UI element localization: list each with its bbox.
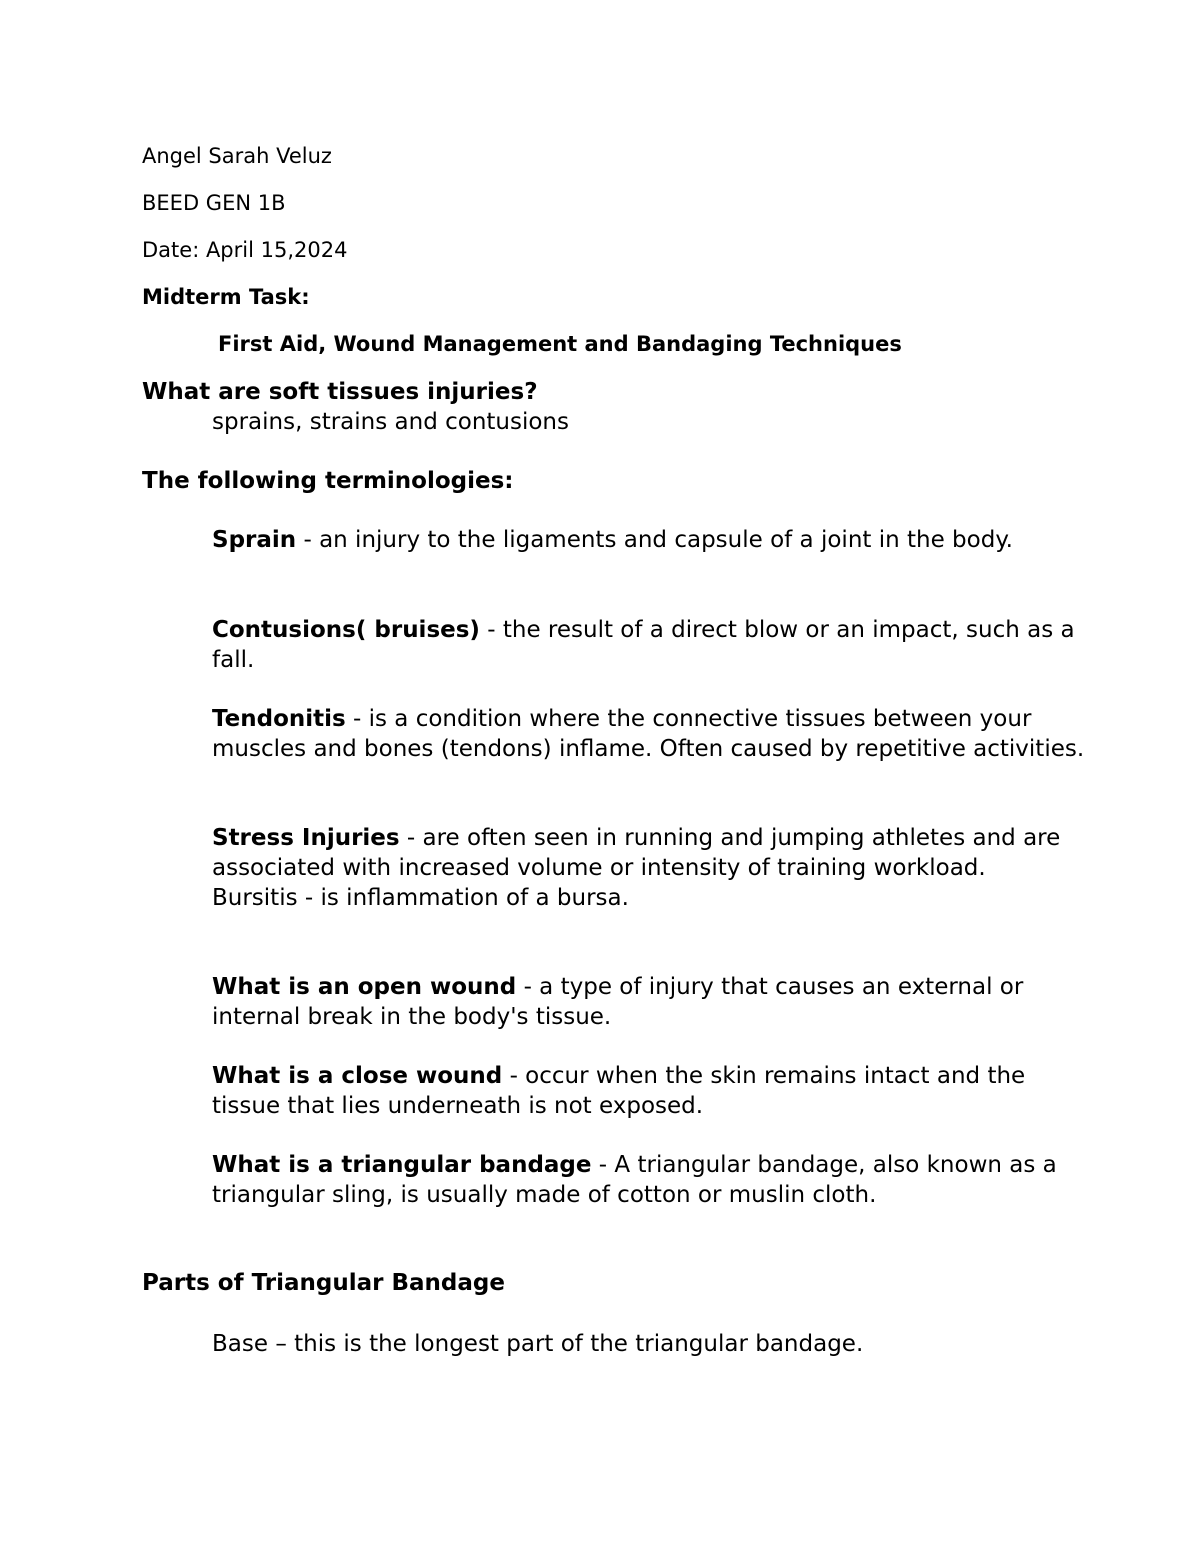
- close-wound-term: What is a close wound: [212, 1063, 503, 1089]
- student-name: Angel Sarah Veluz: [142, 144, 332, 168]
- terminologies-heading: The following terminologies:: [142, 468, 514, 494]
- tendonitis-term: Tendonitis: [212, 706, 346, 732]
- tendonitis-definition: [212, 704, 1092, 764]
- task-label: Midterm Task:: [142, 285, 310, 309]
- sprain-definition: [212, 525, 1092, 555]
- course-section: BEED GEN 1B: [142, 191, 286, 215]
- bursitis-definition: Bursitis - is inflammation of a bursa.: [212, 885, 629, 911]
- open-wound-definition: [212, 972, 1092, 1032]
- contusions-text: - the result of a direct blow or an impact, such as a fall.: [212, 617, 1075, 673]
- stress-injuries-definition: [212, 823, 1092, 913]
- document-date: Date: April 15,2024: [142, 238, 348, 262]
- base-definition: Base – this is the longest part of the triangular bandage.: [212, 1331, 864, 1357]
- close-wound-definition: [212, 1061, 1092, 1121]
- sprain-term: Sprain: [212, 527, 297, 553]
- contusions-term: Contusions( bruises): [212, 617, 480, 643]
- document-title: First Aid, Wound Management and Bandaging Techniques: [218, 332, 902, 356]
- triangular-bandage-term: What is a triangular bandage: [212, 1152, 592, 1178]
- stress-injuries-text: - are often seen in running and jumping athletes and are associated with increased volume or intensity of training workload.: [212, 825, 1061, 881]
- tendonitis-text: - is a condition where the connective tissues between your muscles and bones (tendons) inflame. Often caused by repetitive activities.: [212, 706, 1085, 762]
- open-wound-term: What is an open wound: [212, 974, 517, 1000]
- soft-tissue-question: What are soft tissues injuries?: [142, 379, 538, 405]
- triangular-bandage-definition: [212, 1150, 1092, 1210]
- close-wound-text: - occur when the skin remains intact and the tissue that lies underneath is not exposed.: [212, 1063, 1026, 1119]
- sprain-text: - an injury to the ligaments and capsule of a joint in the body.: [296, 527, 1013, 553]
- stress-injuries-term: Stress Injuries: [212, 825, 400, 851]
- triangular-bandage-text: - A triangular bandage, also known as a triangular sling, is usually made of cotton or muslin cloth.: [212, 1152, 1057, 1208]
- open-wound-text: - a type of injury that causes an external or internal break in the body's tissue.: [212, 974, 1024, 1030]
- soft-tissue-answer: sprains, strains and contusions: [212, 409, 569, 435]
- parts-heading: Parts of Triangular Bandage: [142, 1270, 505, 1296]
- contusions-definition: [212, 615, 1092, 675]
